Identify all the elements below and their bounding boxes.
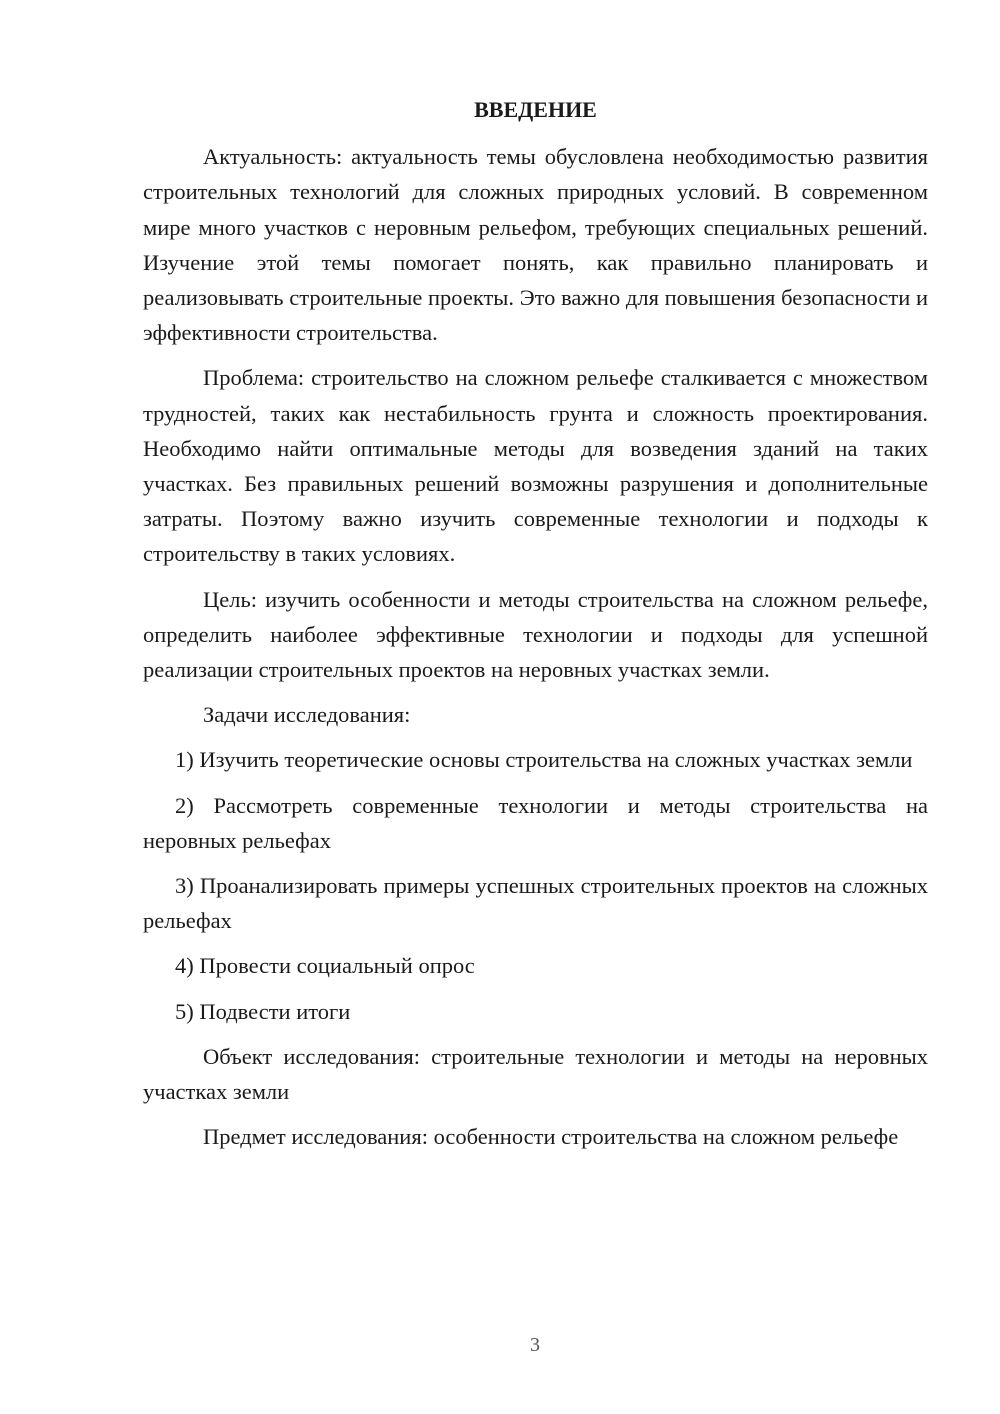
tasks-heading: Задачи исследования: bbox=[203, 702, 411, 728]
goal-paragraph: Цель: изучить особенности и методы строительства на сложном рельефе, определить наиболее эффективные технологии и подходы для успешной реализации строительных проектов на неровных участках земли. bbox=[143, 586, 928, 683]
task-item-4: 4) Провести социальный опрос bbox=[175, 953, 475, 979]
page-number: 3 bbox=[530, 1334, 540, 1356]
object-paragraph: Объект исследования: строительные технологии и методы на неровных участках земли bbox=[143, 1043, 928, 1105]
task-item-5: 5) Подвести итоги bbox=[175, 998, 351, 1024]
relevance-paragraph: Актуальность: актуальность темы обусловлена необходимостью развития строительных технологий для сложных природных условий. В современном мире много участков с неровным рельефом, требующих специальных решений. Изучение этой темы помогает понять, как правильно планировать и реализовывать строительные проекты. Это важно для повышения безопасности и эффективности строительства. bbox=[143, 144, 928, 346]
task-item-2: 2) Рассмотреть современные технологии и методы строительства на неровных рельефах bbox=[143, 792, 928, 853]
page-content bbox=[143, 92, 928, 1154]
task-item-3: 3) Проанализировать примеры успешных строительных проектов на сложных рельефах bbox=[143, 873, 928, 934]
task-item-1: 1) Изучить теоретические основы строительства на сложных участках земли bbox=[175, 747, 913, 773]
problem-paragraph: Проблема: строительство на сложном рельефе сталкивается с множеством трудностей, таких как нестабильность грунта и сложность проектирования. Необходимо найти оптимальные методы для возведения зданий на таких участках. Без правильных решений возможны разрушения и дополнительные затраты. Поэтому важно изучить современные технологии и подходы к строительству в таких условиях. bbox=[143, 365, 928, 567]
page-title: ВВЕДЕНИЕ bbox=[474, 97, 597, 122]
subject-paragraph: Предмет исследования: особенности строительства на сложном рельефе bbox=[203, 1124, 899, 1150]
